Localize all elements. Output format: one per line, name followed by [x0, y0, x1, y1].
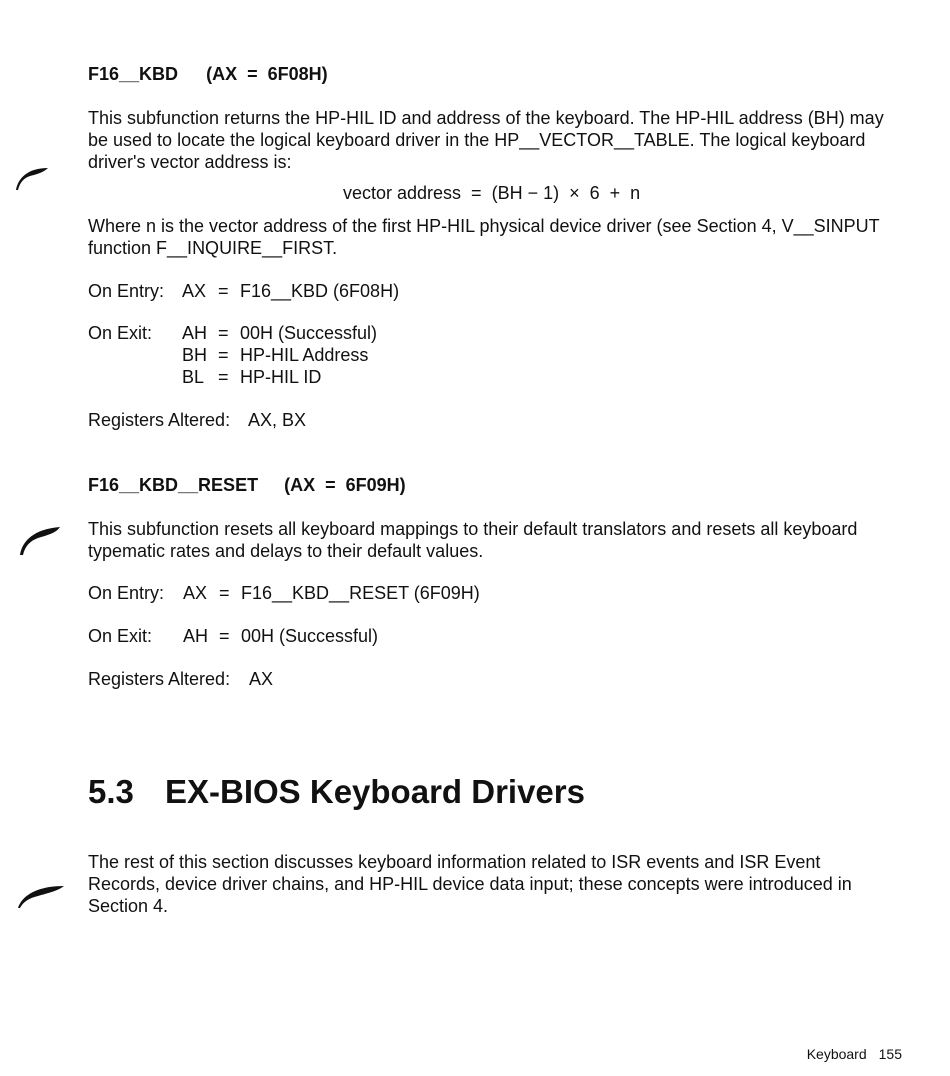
heading-function-code: (AX = 6F09H): [284, 475, 406, 495]
register-name: BL: [182, 367, 205, 387]
page-number: 155: [878, 1046, 902, 1062]
paragraph-kbd-reset-description: [88, 518, 888, 562]
on-entry-row: [88, 582, 688, 604]
text-line: be used to locate the logical keyboard driver in the HP__VECTOR__TABLE. The logical keyboard: [88, 130, 866, 150]
on-entry-label: On Entry:: [88, 281, 165, 301]
registers-altered-value: AX: [249, 669, 274, 689]
text-line: This subfunction returns the HP-HIL ID and address of the keyboard. The HP-HIL address (BH) may: [88, 108, 884, 128]
equals-sign: =: [218, 345, 229, 365]
on-exit-label: On Exit:: [88, 323, 153, 343]
equals-sign: =: [219, 583, 230, 603]
register-name: AX: [183, 583, 208, 603]
vector-address-formula: vector address = (BH − 1) × 6 + n: [343, 183, 641, 203]
text-line: Section 4.: [88, 896, 169, 916]
section-heading-f16-kbd-reset: [88, 474, 406, 496]
text-line: Where n is the vector address of the first HP-HIL physical device driver (see Section 4, V__SINPUT: [88, 216, 880, 236]
text-line: typematic rates and delays to their default values.: [88, 541, 484, 561]
footer-chapter: Keyboard: [806, 1046, 867, 1062]
register-name: AH: [183, 626, 209, 646]
on-exit-row: [88, 625, 688, 647]
on-entry-row: [88, 280, 688, 302]
paragraph-keyboard-drivers-intro: [88, 851, 888, 917]
change-mark-icon: [14, 160, 50, 192]
registers-altered-value: AX, BX: [248, 410, 307, 430]
text-line: The rest of this section discusses keyboard information related to ISR events and ISR Event: [88, 852, 821, 872]
section-number: 5.3: [88, 773, 134, 810]
register-value: 00H (Successful): [240, 323, 378, 343]
section-title: [88, 772, 585, 812]
text-line: Records, device driver chains, and HP-HIL device data input; these concepts were introduced in: [88, 874, 852, 894]
registers-altered-row: [88, 668, 688, 690]
register-value: HP-HIL ID: [240, 367, 322, 387]
register-value: F16__KBD (6F08H): [240, 281, 400, 301]
equals-sign: =: [219, 626, 230, 646]
heading-function-name: F16__KBD__RESET: [88, 475, 259, 495]
equals-sign: =: [218, 323, 229, 343]
text-line: This subfunction resets all keyboard mappings to their default translators and resets all keyboard: [88, 519, 858, 539]
register-value: F16__KBD__RESET (6F09H): [241, 583, 480, 603]
equals-sign: =: [218, 367, 229, 387]
section-heading-f16-kbd: [88, 63, 328, 85]
registers-altered-label: Registers Altered:: [88, 669, 231, 689]
register-name: AX: [182, 281, 207, 301]
heading-function-name: F16__KBD: [88, 64, 179, 84]
page-footer: [807, 1045, 902, 1063]
register-value: 00H (Successful): [241, 626, 379, 646]
text-line: function F__INQUIRE__FIRST.: [88, 238, 338, 258]
change-mark-icon: [18, 521, 62, 557]
on-exit-block: [88, 322, 688, 388]
equals-sign: =: [218, 281, 229, 301]
paragraph-kbd-description: [88, 107, 888, 173]
register-name: BH: [182, 345, 208, 365]
change-mark-icon: [16, 880, 66, 910]
on-entry-label: On Entry:: [88, 583, 165, 603]
registers-altered-label: Registers Altered:: [88, 410, 231, 430]
section-title-text: EX-BIOS Keyboard Drivers: [165, 773, 585, 810]
registers-altered-row: [88, 409, 688, 431]
register-name: AH: [182, 323, 208, 343]
paragraph-vector-note: [88, 215, 888, 259]
text-line: driver's vector address is:: [88, 152, 292, 172]
heading-function-code: (AX = 6F08H): [206, 64, 328, 84]
register-value: HP-HIL Address: [240, 345, 369, 365]
on-exit-label: On Exit:: [88, 626, 153, 646]
